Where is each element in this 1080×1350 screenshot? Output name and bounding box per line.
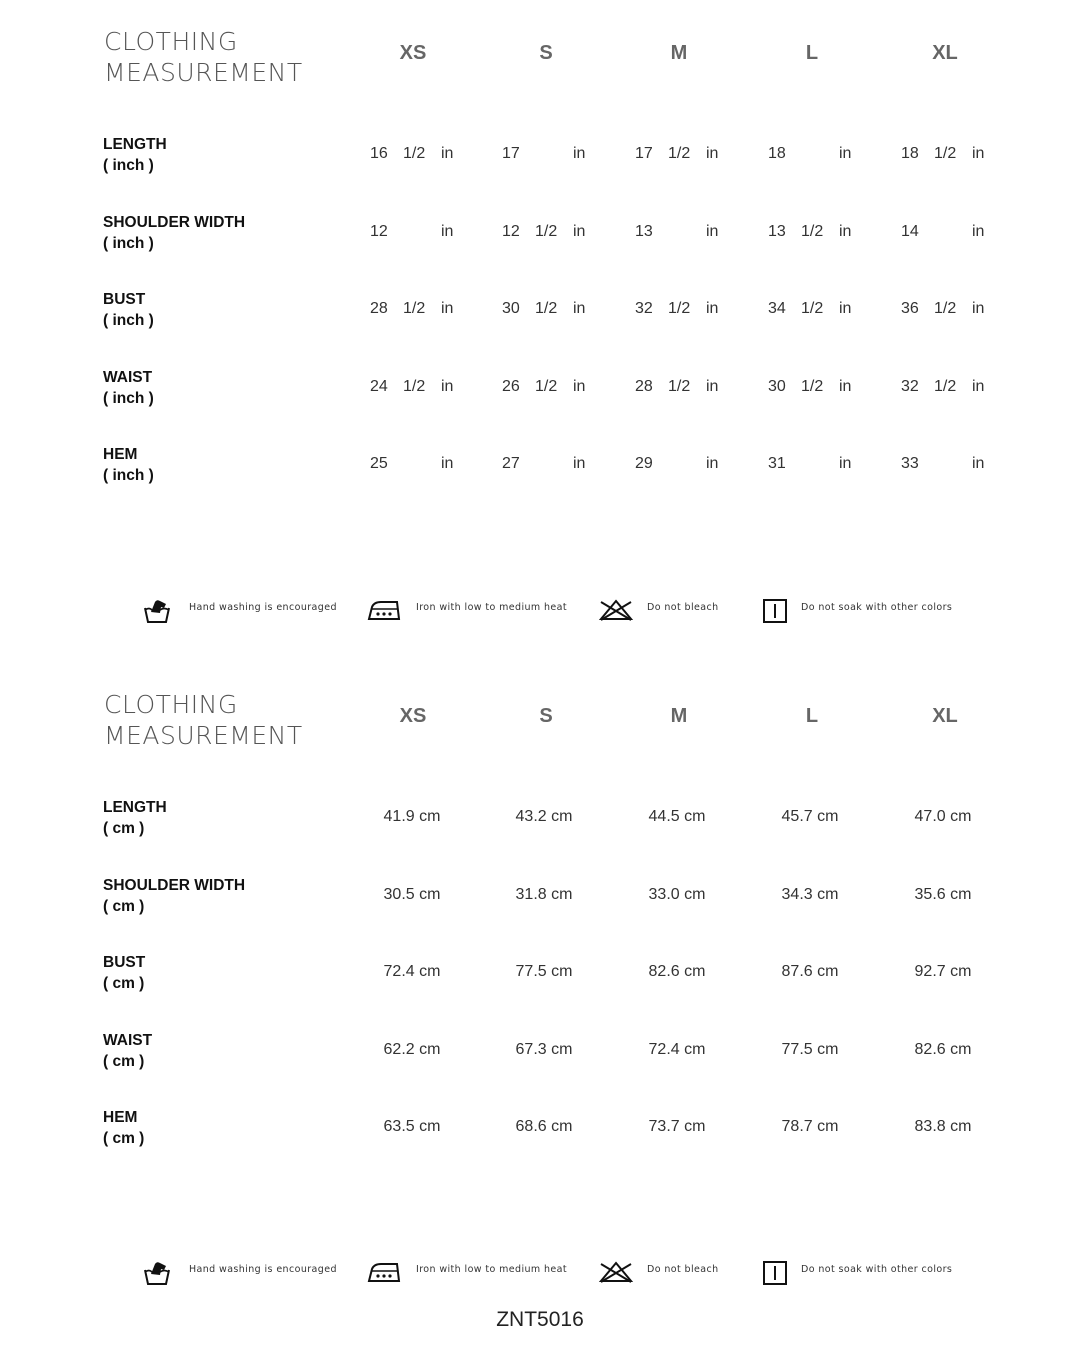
whole-value: 30 xyxy=(768,377,786,395)
unit-value: in xyxy=(706,145,719,162)
whole-value: 12 xyxy=(502,222,520,240)
fraction-value: 1/2 xyxy=(535,222,558,240)
measurement-cell: 83.8 cm xyxy=(914,1118,972,1135)
measurement-cell: 77.5 cm xyxy=(781,1040,839,1058)
care-text: Do not soak with other colors xyxy=(801,1264,953,1275)
fraction-value: 1/2 xyxy=(934,377,957,395)
whole-value: 13 xyxy=(768,222,786,240)
cm-measurement-section xyxy=(0,689,1080,1189)
whole-value: 25 xyxy=(370,455,388,472)
row-label: WAIST ( inch ) xyxy=(103,368,154,407)
fraction-value: 1/2 xyxy=(668,300,691,317)
unit-value: in xyxy=(972,455,985,472)
whole-value: 30 xyxy=(502,300,520,317)
care-instructions xyxy=(0,1254,1080,1290)
unit-value: in xyxy=(972,222,985,240)
measurement-cell: 43.2 cm xyxy=(515,808,573,825)
unit-value: in xyxy=(706,377,719,395)
table-row xyxy=(0,797,1080,857)
measurement-cell: 34.3 cm xyxy=(781,885,839,903)
measurement-cell: 67.3 cm xyxy=(515,1040,573,1058)
unit-value: in xyxy=(441,222,454,240)
table-row xyxy=(0,875,1080,935)
fraction-value: 1/2 xyxy=(535,377,558,395)
measurement-cell: 62.2 cm xyxy=(383,1040,441,1058)
section-title: CLOTHING MEASUREMENT xyxy=(104,27,303,87)
size-header-s: S xyxy=(539,42,553,64)
unit-value: in xyxy=(839,300,852,317)
section-title: CLOTHING MEASUREMENT xyxy=(104,690,303,750)
measurement-cell: 82.6 cm xyxy=(648,963,706,980)
whole-value: 32 xyxy=(901,377,919,395)
table-row xyxy=(0,367,1080,427)
measurement-cell: 44.5 cm xyxy=(648,808,706,825)
table-row xyxy=(0,134,1080,194)
care-text: Do not bleach xyxy=(647,1264,719,1275)
whole-value: 13 xyxy=(635,222,653,240)
whole-value: 17 xyxy=(502,145,520,162)
whole-value: 18 xyxy=(768,145,786,162)
care-text: Iron with low to medium heat xyxy=(416,602,568,613)
table-row xyxy=(0,444,1080,504)
unit-value: in xyxy=(839,377,852,395)
unit-value: in xyxy=(839,222,852,240)
inch-measurement-section xyxy=(0,26,1080,526)
whole-value: 31 xyxy=(768,455,786,472)
unit-value: in xyxy=(573,455,586,472)
row-label: HEM ( inch ) xyxy=(103,446,154,484)
size-header-l: L xyxy=(805,42,819,64)
measurement-cell: 47.0 cm xyxy=(914,808,972,825)
size-header-m: M xyxy=(670,705,688,727)
unit-value: in xyxy=(441,145,454,162)
whole-value: 27 xyxy=(502,455,520,472)
whole-value: 16 xyxy=(370,145,388,162)
whole-value: 18 xyxy=(901,145,919,162)
measurement-cell: 78.7 cm xyxy=(781,1118,839,1135)
whole-value: 32 xyxy=(635,300,653,317)
row-label: BUST ( inch ) xyxy=(103,291,154,329)
measurement-cell: 72.4 cm xyxy=(383,963,441,980)
row-label: BUST ( cm ) xyxy=(103,954,146,992)
care-text: Hand washing is encouraged xyxy=(189,1264,337,1275)
measurement-cell: 63.5 cm xyxy=(383,1118,441,1135)
row-label: WAIST ( cm ) xyxy=(103,1031,153,1070)
fraction-value: 1/2 xyxy=(934,145,957,162)
row-label: LENGTH ( inch ) xyxy=(103,136,167,174)
measurement-cell: 92.7 cm xyxy=(914,963,972,980)
unit-value: in xyxy=(839,145,852,162)
table-row xyxy=(0,289,1080,349)
measurement-cell: 45.7 cm xyxy=(781,808,839,825)
whole-value: 33 xyxy=(901,455,919,472)
unit-value: in xyxy=(441,300,454,317)
size-header-m: M xyxy=(670,42,688,64)
unit-value: in xyxy=(441,455,454,472)
unit-value: in xyxy=(972,300,985,317)
product-code: ZNT5016 xyxy=(496,1308,584,1331)
fraction-value: 1/2 xyxy=(668,377,691,395)
measurement-cell: 68.6 cm xyxy=(515,1118,573,1135)
fraction-value: 1/2 xyxy=(801,377,824,395)
fraction-value: 1/2 xyxy=(668,145,691,162)
fraction-value: 1/2 xyxy=(403,377,426,395)
whole-value: 24 xyxy=(370,377,388,395)
care-text: Do not bleach xyxy=(647,602,719,613)
unit-value: in xyxy=(972,145,985,162)
row-label: SHOULDER WIDTH ( cm ) xyxy=(103,876,246,915)
unit-value: in xyxy=(706,222,719,240)
size-header-xl: XL xyxy=(932,42,958,64)
table-row xyxy=(0,952,1080,1012)
care-text: Iron with low to medium heat xyxy=(416,1264,568,1275)
whole-value: 34 xyxy=(768,300,786,317)
fraction-value: 1/2 xyxy=(934,300,957,317)
measurement-cell: 35.6 cm xyxy=(914,885,972,903)
unit-value: in xyxy=(839,455,852,472)
measurement-cell: 33.0 cm xyxy=(648,885,706,903)
whole-value: 29 xyxy=(635,455,653,472)
unit-value: in xyxy=(573,145,586,162)
size-header-xl: XL xyxy=(932,705,958,727)
unit-value: in xyxy=(972,377,985,395)
whole-value: 14 xyxy=(901,222,919,240)
unit-value: in xyxy=(573,222,586,240)
measurement-cell: 31.8 cm xyxy=(515,885,573,903)
measurement-cell: 41.9 cm xyxy=(383,808,441,825)
whole-value: 17 xyxy=(635,145,653,162)
row-label: LENGTH ( cm ) xyxy=(103,799,167,837)
measurement-cell: 82.6 cm xyxy=(914,1040,972,1058)
size-header-xs: XS xyxy=(399,42,427,64)
size-header-s: S xyxy=(539,705,553,727)
care-text: Do not soak with other colors xyxy=(801,602,953,613)
size-header-l: L xyxy=(805,705,819,727)
whole-value: 28 xyxy=(370,300,388,317)
care-instructions xyxy=(0,592,1080,628)
fraction-value: 1/2 xyxy=(403,145,426,162)
unit-value: in xyxy=(441,377,454,395)
measurement-cell: 30.5 cm xyxy=(383,885,441,903)
care-text: Hand washing is encouraged xyxy=(189,602,337,613)
whole-value: 26 xyxy=(502,377,520,395)
whole-value: 28 xyxy=(635,377,653,395)
unit-value: in xyxy=(573,377,586,395)
measurement-cell: 73.7 cm xyxy=(648,1118,706,1135)
size-header-xs: XS xyxy=(399,705,427,727)
table-row xyxy=(0,1030,1080,1090)
table-row xyxy=(0,212,1080,272)
fraction-value: 1/2 xyxy=(535,300,558,317)
row-label: HEM ( cm ) xyxy=(103,1109,145,1147)
unit-value: in xyxy=(706,455,719,472)
whole-value: 12 xyxy=(370,222,388,240)
fraction-value: 1/2 xyxy=(801,222,824,240)
measurement-cell: 72.4 cm xyxy=(648,1040,706,1058)
measurement-cell: 77.5 cm xyxy=(515,963,573,980)
unit-value: in xyxy=(706,300,719,317)
fraction-value: 1/2 xyxy=(403,300,426,317)
table-row xyxy=(0,1107,1080,1167)
fraction-value: 1/2 xyxy=(801,300,824,317)
measurement-cell: 87.6 cm xyxy=(781,963,839,980)
row-label: SHOULDER WIDTH ( inch ) xyxy=(103,213,246,252)
whole-value: 36 xyxy=(901,300,919,317)
unit-value: in xyxy=(573,300,586,317)
